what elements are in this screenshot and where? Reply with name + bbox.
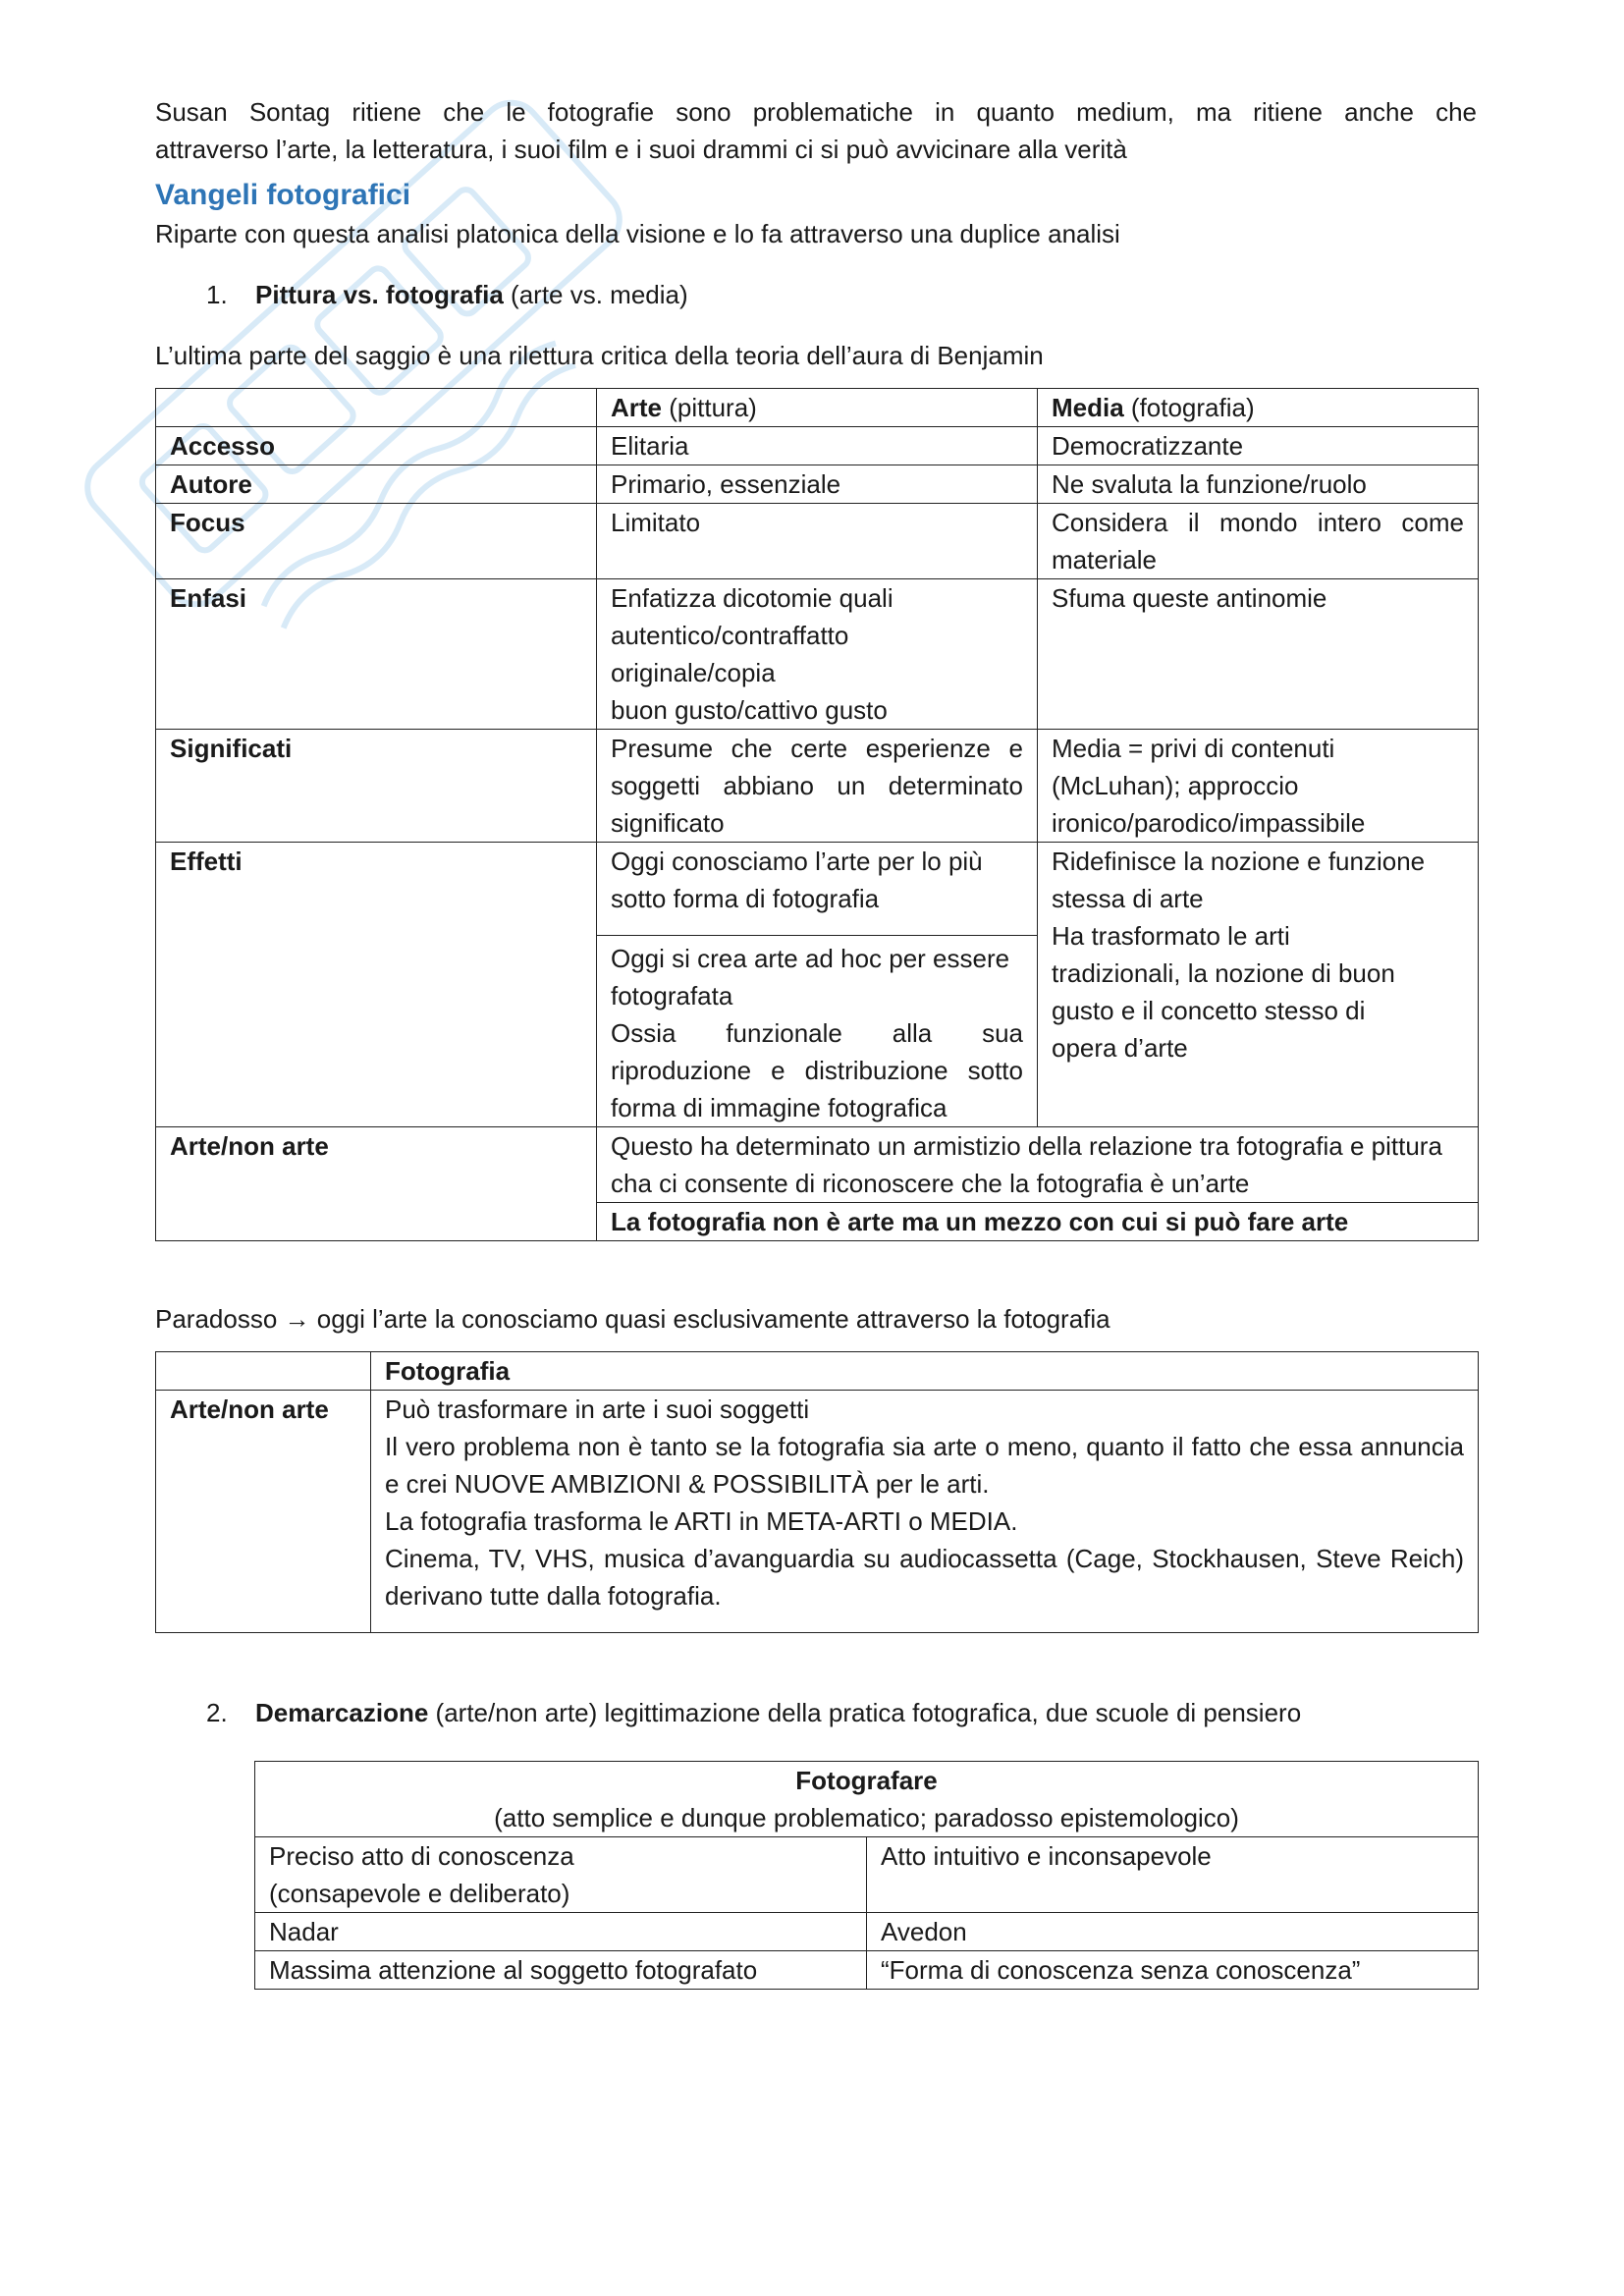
table-row: [255, 1951, 1479, 1990]
media-cell: [1038, 843, 1479, 1127]
row-label-text: Significati: [170, 734, 293, 763]
list-item-bold: Pittura vs. fotografia: [255, 280, 504, 309]
media-line: Ridefinisce la nozione e funzione: [1052, 847, 1426, 876]
media-line: ironico/parodico/impassibile: [1052, 808, 1366, 838]
media-cell: Ne svaluta la funzione/ruolo: [1038, 465, 1479, 504]
table-subtitle: (atto semplice e dunque problematico; paradosso epistemologico): [494, 1803, 1239, 1832]
content-line: Può trasformare in arte i suoi soggetti: [385, 1394, 810, 1424]
table-row-arte-non-arte: [156, 1127, 1479, 1203]
list-item-rest: (arte vs. media): [503, 280, 688, 309]
table-row: [156, 1391, 1479, 1633]
list-item-1: [206, 276, 1477, 313]
header-arte: [597, 389, 1038, 427]
aura-line: L’ultima parte del saggio è una rilettura critica della teoria dell’aura di Benjamin: [155, 341, 1044, 370]
row-label-text: Autore: [170, 469, 252, 499]
list-number: 2.: [206, 1698, 228, 1727]
header-fotografia: [371, 1352, 1479, 1391]
content-cell: [371, 1391, 1479, 1633]
arte-line: buon gusto/cattivo gusto: [611, 695, 888, 725]
content-line: Il vero problema non è tanto se la fotografia sia arte o meno, quanto il fatto che essa annuncia e crei NUOVE AMBIZIONI & POSSIBILITÀ per le arti.: [385, 1432, 1464, 1499]
table-row: [255, 1837, 1479, 1913]
intro-line-2: attraverso l’arte, la letteratura, i suoi film e i suoi drammi ci si può avvicinare alla verità: [155, 135, 1127, 164]
right-cell: “Forma di conoscenza senza conoscenza”: [867, 1951, 1479, 1990]
row-label: [156, 730, 597, 843]
comparison-table: [155, 388, 1479, 1241]
arte-cell: Presume che certe esperienze e soggetti abbiano un determinato significato: [597, 730, 1038, 843]
arte-line: autentico/contraffatto: [611, 621, 849, 650]
header-arte-rest: (pittura): [662, 393, 757, 422]
row-label: [156, 579, 597, 730]
arte-cell: [597, 579, 1038, 730]
arte-cell: Oggi conosciamo l’arte per lo più sotto forma di fotografia: [597, 843, 1038, 936]
arte-cell: Limitato: [597, 504, 1038, 579]
row-label: [156, 1127, 597, 1241]
title-cell: [255, 1762, 1479, 1837]
table-row: [156, 465, 1479, 504]
left-cell: [255, 1837, 867, 1913]
right-cell: Avedon: [867, 1913, 1479, 1951]
left-cell: Massima attenzione al soggetto fotografato: [255, 1951, 867, 1990]
header-empty-cell: [156, 1352, 371, 1391]
table-row: [156, 730, 1479, 843]
merged-cell: Questo ha determinato un armistizio della relazione tra fotografia e pittura cha ci consente di riconoscere che la fotografia è un’arte: [597, 1127, 1479, 1203]
list-item-rest: (arte/non arte) legittimazione della pratica fotografica, due scuole di pensiero: [428, 1698, 1302, 1727]
table-row: [156, 579, 1479, 730]
row-label-text: Arte/non arte: [170, 1394, 329, 1424]
arte-line: originale/copia: [611, 658, 776, 687]
media-line: stessa di arte: [1052, 884, 1204, 913]
row-label-text: Effetti: [170, 847, 243, 876]
media-line: tradizionali, la nozione di buon: [1052, 958, 1395, 988]
conclusion-bold: La fotografia non è arte ma un mezzo con cui si può fare arte: [611, 1207, 1349, 1236]
media-cell: Democratizzante: [1038, 427, 1479, 465]
row-label: [156, 843, 597, 1127]
table-header-row: [156, 1352, 1479, 1391]
paradox-line: [155, 1300, 1477, 1338]
table-row: [255, 1913, 1479, 1951]
arte-cell: Elitaria: [597, 427, 1038, 465]
media-line: Ha trasformato le arti: [1052, 921, 1290, 951]
media-cell: Sfuma queste antinomie: [1038, 579, 1479, 730]
table-title-row: [255, 1762, 1479, 1837]
left-line: Preciso atto di conoscenza: [269, 1841, 574, 1871]
paradox-before: Paradosso: [155, 1304, 285, 1334]
fotografia-table: [155, 1351, 1479, 1633]
content-line: La fotografia trasforma le ARTI in META-ARTI o MEDIA.: [385, 1506, 1018, 1536]
intro-line-1: Susan Sontag ritiene che le fotografie sono problematiche in quanto medium, ma ritiene anche che: [155, 97, 1477, 127]
row-label-text: Enfasi: [170, 583, 247, 613]
table-row: [156, 504, 1479, 579]
list-item-2: [206, 1694, 1477, 1731]
table-header-row: [156, 389, 1479, 427]
table-row-effetti: [156, 843, 1479, 936]
header-media-bold: Media: [1052, 393, 1124, 422]
section-intro: Riparte con questa analisi platonica della visione e lo fa attraverso una duplice analisi: [155, 219, 1120, 248]
list-item-bold: Demarcazione: [255, 1698, 429, 1727]
row-label-text: Arte/non arte: [170, 1131, 329, 1161]
arte-line: Oggi si crea arte ad hoc per essere fotografata: [611, 944, 1010, 1011]
row-label: [156, 465, 597, 504]
fotografare-table: [254, 1761, 1479, 1990]
content-line: Cinema, TV, VHS, musica d’avanguardia su audiocassetta (Cage, Stockhausen, Steve Reich) derivano tutte dalla fotografia.: [385, 1544, 1464, 1611]
header-arte-bold: Arte: [611, 393, 663, 422]
arte-cell: Primario, essenziale: [597, 465, 1038, 504]
intro-paragraph: [155, 93, 1477, 168]
arte-cell: [597, 936, 1038, 1127]
media-line: gusto e il concetto stesso di: [1052, 996, 1366, 1025]
right-cell: Atto intuitivo e inconsapevole: [867, 1837, 1479, 1913]
row-label: [156, 427, 597, 465]
left-cell: Nadar: [255, 1913, 867, 1951]
row-label: [156, 504, 597, 579]
row-label-text: Accesso: [170, 431, 275, 461]
media-cell: Considera il mondo intero come materiale: [1038, 504, 1479, 579]
section-title: Vangeli fotografici: [155, 179, 411, 211]
media-line: Media = privi di contenuti: [1052, 734, 1335, 763]
arte-line: Ossia funzionale alla sua riproduzione e distribuzione sotto forma di immagine fotografica: [611, 1018, 1023, 1122]
media-line: opera d’arte: [1052, 1033, 1188, 1063]
arte-line: Enfatizza dicotomie quali: [611, 583, 893, 613]
arrow-icon: →: [284, 1304, 310, 1334]
merged-cell-bold: [597, 1203, 1479, 1241]
table-row: [156, 427, 1479, 465]
row-label-text: Focus: [170, 508, 245, 537]
media-line: (McLuhan); approccio: [1052, 771, 1299, 800]
left-line: (consapevole e deliberato): [269, 1879, 570, 1908]
header-media-rest: (fotografia): [1123, 393, 1255, 422]
header-empty-cell: [156, 389, 597, 427]
paradox-after: oggi l’arte la conosciamo quasi esclusivamente attraverso la fotografia: [309, 1304, 1110, 1334]
header-media: [1038, 389, 1479, 427]
row-label: [156, 1391, 371, 1633]
media-cell: [1038, 730, 1479, 843]
document-page: [155, 93, 1477, 1990]
list-number: 1.: [206, 280, 228, 309]
header-fotografia-text: Fotografia: [385, 1356, 511, 1386]
table-title: Fotografare: [795, 1766, 938, 1795]
